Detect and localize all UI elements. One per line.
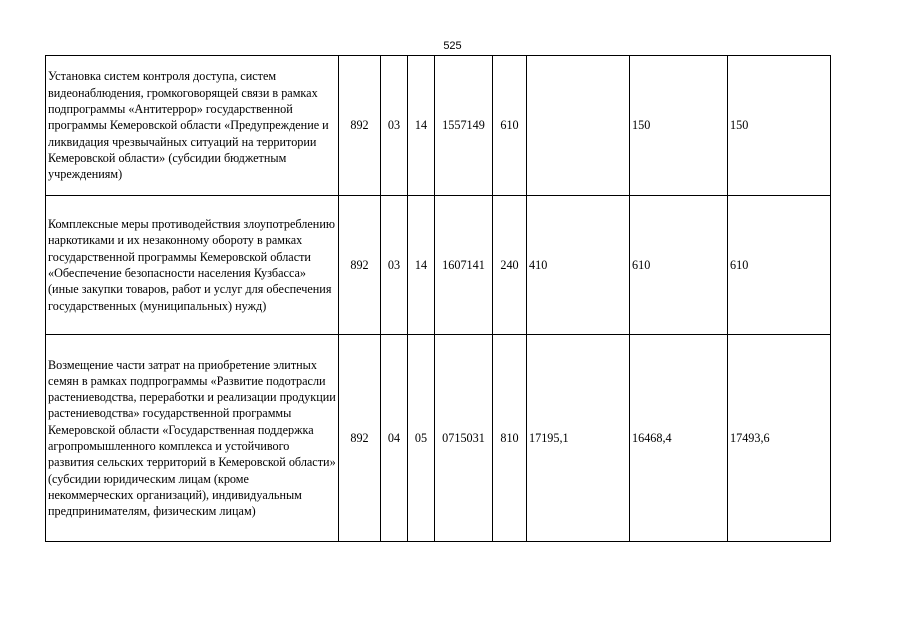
subsection-code: 05 [408, 335, 435, 542]
row-description: Возмещение части затрат на приобретение элитных семян в рамках подпрограммы «Развитие подотрасли растениеводства, переработки и реализации продукции растениеводства» государственной программы Кемеровской области «Государственная поддержка агропромышленного комплекса и устойчивого развития сельских территорий в Кемеровской области» (субсидии юридическим лицам (кроме некоммерческих организаций), индивидуальным предпринимателям, физическим лицам) [46, 335, 339, 542]
target-code: 1557149 [435, 56, 493, 196]
ministry-code: 892 [339, 196, 381, 335]
amount-2: 150 [630, 56, 728, 196]
row-description: Установка систем контроля доступа, систем видеонаблюдения, громкоговорящей связи в рамках подпрограммы «Антитеррор» государственной программы Кемеровской области «Предупреждение и ликвидация чрезвычайных ситуаций на территории Кемеровской области» (субсидии бюджетным учреждениям) [46, 56, 339, 196]
target-code: 0715031 [435, 335, 493, 542]
budget-table [45, 55, 831, 542]
target-code: 1607141 [435, 196, 493, 335]
amount-1: 410 [527, 196, 630, 335]
row-description: Комплексные меры противодействия злоупотреблению наркотиками и их незаконному обороту в рамках государственной программы Кемеровской области «Обеспечение безопасности населения Кузбасса» (иные закупки товаров, работ и услуг для обеспечения государственных (муниципальных) нужд) [46, 196, 339, 335]
amount-1: 17195,1 [527, 335, 630, 542]
amount-3: 17493,6 [728, 335, 831, 542]
subsection-code: 14 [408, 56, 435, 196]
subsection-code: 14 [408, 196, 435, 335]
table-row [46, 196, 831, 335]
section-code: 03 [381, 56, 408, 196]
amount-2: 16468,4 [630, 335, 728, 542]
ministry-code: 892 [339, 335, 381, 542]
expense-type-code: 240 [493, 196, 527, 335]
amount-3: 610 [728, 196, 831, 335]
amount-2: 610 [630, 196, 728, 335]
ministry-code: 892 [339, 56, 381, 196]
expense-type-code: 810 [493, 335, 527, 542]
table-row [46, 56, 831, 196]
amount-1 [527, 56, 630, 196]
amount-3: 150 [728, 56, 831, 196]
section-code: 04 [381, 335, 408, 542]
expense-type-code: 610 [493, 56, 527, 196]
page-number: 525 [443, 40, 462, 52]
section-code: 03 [381, 196, 408, 335]
table-row [46, 335, 831, 542]
